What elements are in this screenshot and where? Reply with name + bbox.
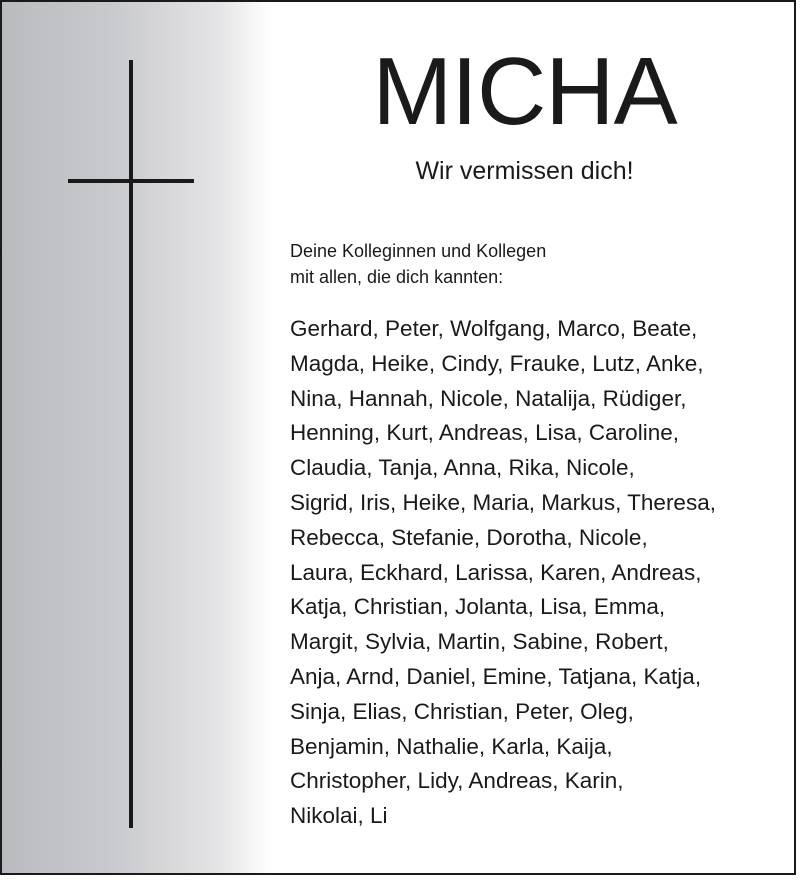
names-line: Katja, Christian, Jolanta, Lisa, Emma, — [290, 594, 666, 620]
names-line: Magda, Heike, Cindy, Frauke, Lutz, Anke, — [290, 350, 704, 376]
intro-line: mit allen, die dich kannten: — [290, 267, 504, 287]
cross-horizontal-bar — [68, 179, 194, 183]
names-line: Anja, Arnd, Daniel, Emine, Tatjana, Katja, — [290, 663, 702, 689]
names-line: Sigrid, Iris, Heike, Maria, Markus, Theresa, — [290, 489, 716, 515]
names-line: Christopher, Lidy, Andreas, Karin, — [290, 768, 624, 794]
names-line: Benjamin, Nathalie, Karla, Kaija, — [290, 733, 613, 759]
names-line: Rebecca, Stefanie, Dorotha, Nicole, — [290, 524, 648, 550]
names-list — [290, 312, 790, 834]
names-line: Nina, Hannah, Nicole, Natalija, Rüdiger, — [290, 385, 687, 411]
names-line: Margit, Sylvia, Martin, Sabine, Robert, — [290, 629, 669, 655]
names-line: Gerhard, Peter, Wolfgang, Marco, Beate, — [290, 316, 698, 341]
subtitle: Wir vermissen dich! — [415, 157, 634, 185]
gradient-band — [2, 2, 272, 873]
intro-line: Deine Kolleginnen und Kollegen — [290, 241, 547, 261]
names-line: Sinja, Elias, Christian, Peter, Oleg, — [290, 698, 634, 724]
intro-text — [290, 238, 770, 290]
names-line: Nikolai, Li — [290, 803, 388, 829]
names-line: Laura, Eckhard, Larissa, Karen, Andreas, — [290, 559, 702, 585]
deceased-name: MICHA — [372, 38, 677, 145]
names-line: Henning, Kurt, Andreas, Lisa, Caroline, — [290, 420, 679, 446]
names-line: Claudia, Tanja, Anna, Rika, Nicole, — [290, 455, 635, 481]
cross-vertical-bar — [129, 60, 133, 828]
